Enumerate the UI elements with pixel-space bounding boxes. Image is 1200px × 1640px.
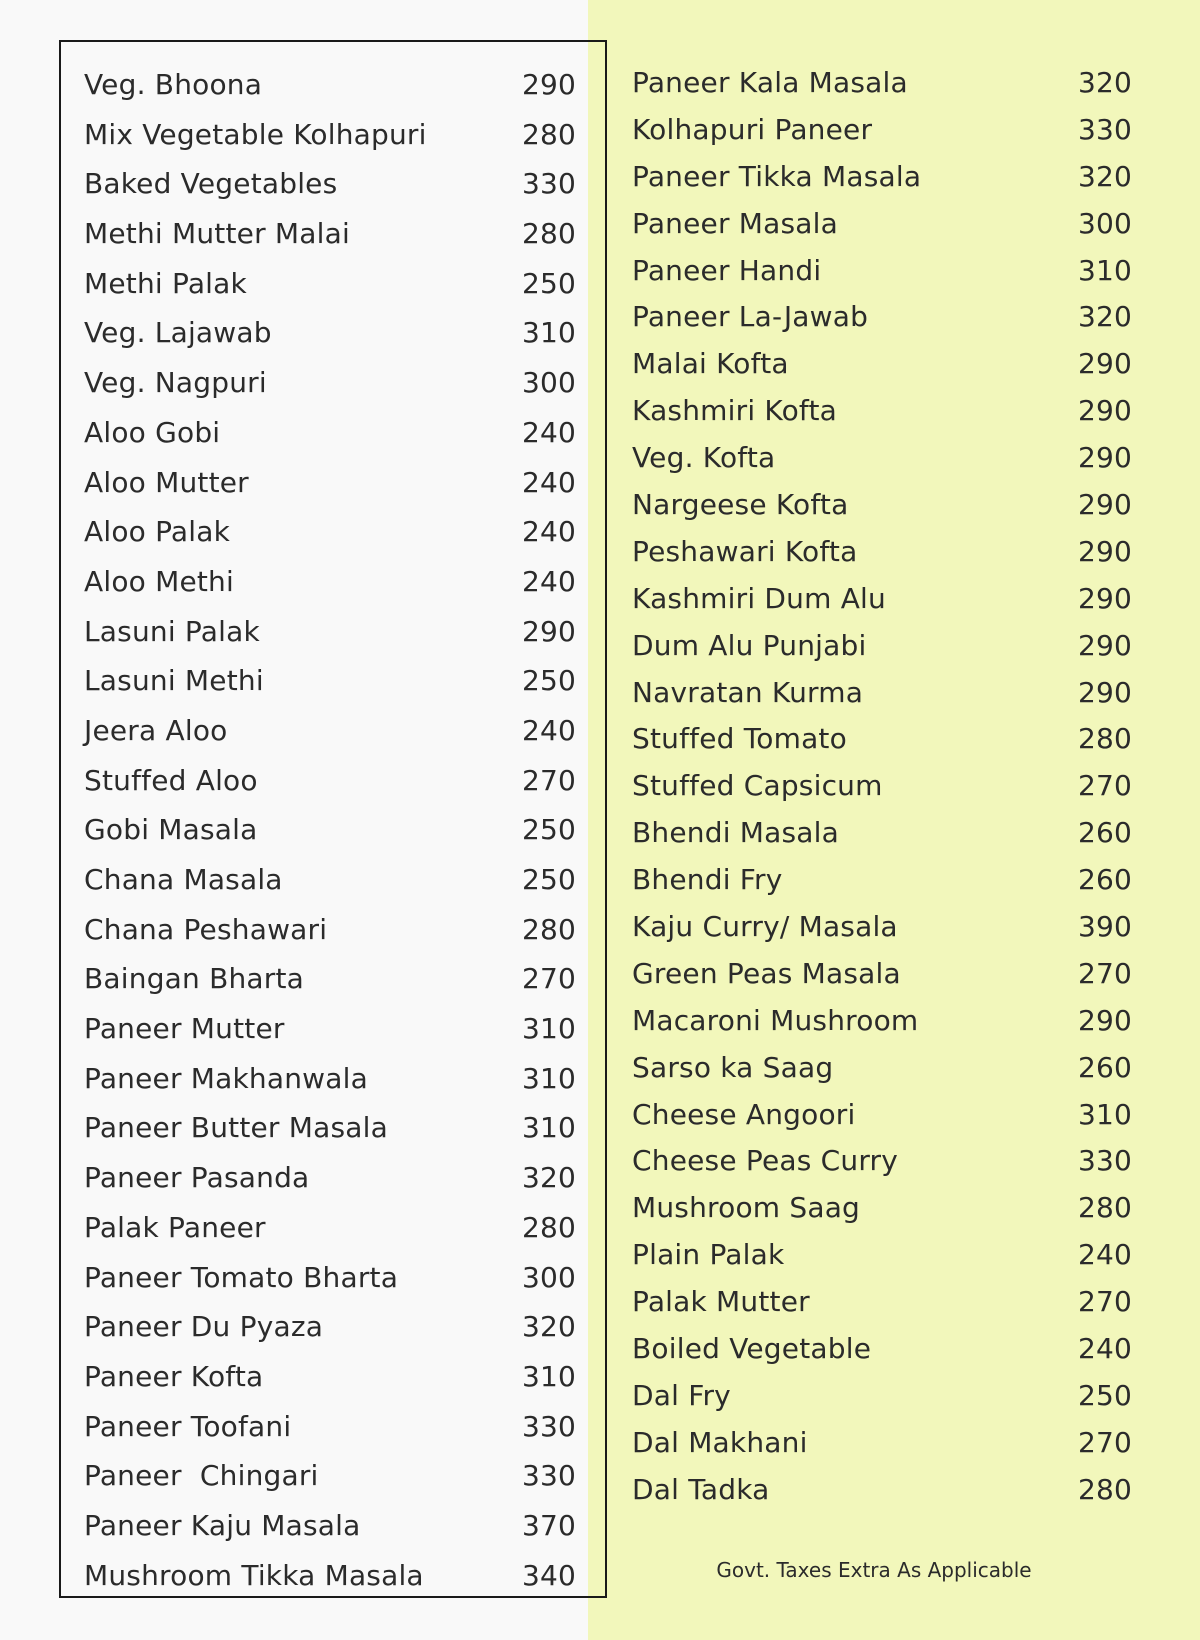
menu-item [632,670,1132,717]
menu-item-price: 290 [1077,394,1132,428]
menu-item [84,1103,576,1153]
menu-item [632,576,1132,623]
menu-item-price: 250 [1077,1378,1132,1412]
menu-item [84,110,576,160]
menu-item-name: Paneer La-Jawab [632,300,869,334]
menu-item [632,1326,1132,1373]
menu-item-name: Mushroom Tikka Masala [84,1558,424,1592]
menu-item-name: Baked Vegetables [84,167,338,201]
menu-item [632,623,1132,670]
menu-item-price: 390 [1077,910,1132,944]
menu-item-price: 250 [521,664,576,698]
menu-item [632,294,1132,341]
menu-item-name: Macaroni Mushroom [632,1003,919,1037]
menu-item [84,805,576,855]
menu-item-name: Palak Mutter [632,1285,810,1319]
menu-item-name: Kolhapuri Paneer [632,112,873,146]
menu-item [632,857,1132,904]
menu-item [84,706,576,756]
menu-item-price: 280 [521,217,576,251]
menu-item-name: Boiled Vegetable [632,1332,872,1366]
menu-item-name: Aloo Methi [84,564,234,598]
menu-item-name: Paneer Butter Masala [84,1111,388,1145]
menu-item-price: 280 [521,1210,576,1244]
menu-item-name: Aloo Gobi [84,415,221,449]
menu-item [84,1253,576,1303]
menu-item [632,1092,1132,1139]
menu-item [632,810,1132,857]
menu-item [84,855,576,905]
menu-item [84,1352,576,1402]
menu-item [632,1232,1132,1279]
menu-item [632,1045,1132,1092]
menu-item-price: 320 [1077,159,1132,193]
menu-item-name: Bhendi Masala [632,816,839,850]
menu-item-price: 290 [1077,628,1132,662]
menu-item-name: Paneer Masala [632,206,838,240]
menu-item [84,1153,576,1203]
menu-item [632,763,1132,810]
menu-item [632,341,1132,388]
menu-item [632,1185,1132,1232]
menu-item-name: Dal Fry [632,1378,731,1412]
menu-item [84,557,576,607]
menu-item-name: Jeera Aloo [84,713,228,747]
menu-item [84,905,576,955]
menu-item [632,482,1132,529]
menu-item-name: Veg. Bhoona [84,68,263,101]
menu-item [632,435,1132,482]
menu-item [84,358,576,408]
menu-item-name: Paneer Kofta [84,1359,264,1393]
menu-item-name: Lasuni Methi [84,664,264,698]
menu-item [84,954,576,1004]
menu-item-price: 280 [1077,1191,1132,1225]
menu-item-price: 260 [1077,1050,1132,1084]
menu-item-price: 340 [521,1558,576,1592]
menu-item [632,248,1132,295]
menu-item-price: 320 [1077,66,1132,99]
menu-item [84,756,576,806]
menu-item [84,1451,576,1501]
menu-item-name: Dal Makhani [632,1425,808,1459]
menu-item [84,507,576,557]
menu-item [84,259,576,309]
menu-item-name: Bhendi Fry [632,863,783,897]
menu-item-name: Nargeese Kofta [632,488,849,522]
menu-item-name: Paneer Toofani [84,1409,292,1443]
menu-item-price: 300 [521,1260,576,1294]
menu-item-price: 320 [521,1161,576,1195]
menu-item [84,1551,576,1601]
menu-item-price: 240 [1077,1332,1132,1366]
menu-item-price: 280 [521,912,576,946]
menu-item-name: Navratan Kurma [632,675,864,709]
menu-item-price: 310 [1077,253,1132,287]
menu-item [84,308,576,358]
menu-item [84,60,576,110]
menu-item [632,904,1132,951]
menu-item-name: Paneer Tikka Masala [632,159,922,193]
menu-item-name: Malai Kofta [632,347,789,381]
menu-item-price: 280 [521,117,576,151]
menu-item-price: 290 [1077,488,1132,522]
menu-item-name: Paneer Mutter [84,1012,285,1046]
menu-item [632,716,1132,763]
menu-item-price: 290 [1077,534,1132,568]
menu-item-price: 330 [1077,1144,1132,1178]
menu-item [632,529,1132,576]
menu-item-name: Aloo Mutter [84,465,249,499]
menu-item [632,998,1132,1045]
menu-item-name: Paneer Chingari [84,1459,319,1493]
menu-item-name: Stuffed Capsicum [632,769,883,803]
menu-item-price: 270 [521,763,576,797]
menu-item-price: 320 [1077,300,1132,334]
menu-item [632,1138,1132,1185]
menu-item [632,60,1132,107]
right-menu-list [632,60,1132,1514]
menu-item-price: 320 [521,1310,576,1344]
menu-item-name: Veg. Kofta [632,441,776,475]
menu-item-name: Veg. Nagpuri [84,366,267,400]
menu-item-name: Paneer Du Pyaza [84,1310,324,1344]
menu-item-price: 310 [521,1359,576,1393]
menu-item-price: 270 [1077,1425,1132,1459]
menu-item [632,107,1132,154]
menu-item-price: 330 [521,167,576,201]
menu-item-price: 330 [521,1409,576,1443]
menu-item-name: Paneer Kaju Masala [84,1508,361,1542]
menu-item-name: Plain Palak [632,1238,785,1272]
menu-item-price: 290 [1077,581,1132,615]
menu-item-name: Methi Palak [84,266,247,300]
menu-item-name: Aloo Palak [84,515,231,549]
menu-item-name: Paneer Pasanda [84,1161,310,1195]
menu-item [84,1203,576,1253]
menu-item-name: Stuffed Aloo [84,763,258,797]
menu-item [84,159,576,209]
menu-item-price: 280 [1077,722,1132,756]
menu-item-name: Cheese Angoori [632,1097,856,1131]
menu-item-price: 310 [1077,1097,1132,1131]
menu-item-price: 300 [521,366,576,400]
menu-item-price: 280 [1077,1472,1132,1506]
menu-item [632,1467,1132,1514]
menu-item [84,408,576,458]
menu-item-name: Kaju Curry/ Masala [632,910,898,944]
menu-item-name: Sarso ka Saag [632,1050,834,1084]
menu-item-name: Stuffed Tomato [632,722,847,756]
menu-item-name: Paneer Tomato Bharta [84,1260,399,1294]
menu-item-price: 250 [521,266,576,300]
menu-item-name: Baingan Bharta [84,962,305,996]
menu-item-price: 290 [521,614,576,648]
menu-item-price: 270 [521,962,576,996]
menu-item-name: Dal Tadka [632,1472,770,1506]
menu-item-price: 310 [521,1012,576,1046]
menu-item-price: 310 [521,1111,576,1145]
menu-item-price: 240 [521,564,576,598]
menu-item-name: Paneer Handi [632,253,822,287]
menu-item-name: Gobi Masala [84,813,258,847]
menu-item-price: 240 [1077,1238,1132,1272]
menu-item [84,458,576,508]
menu-item-price: 270 [1077,956,1132,990]
menu-item [632,951,1132,998]
menu-item [84,1004,576,1054]
left-menu-list [84,60,576,1600]
menu-item-price: 290 [1077,441,1132,475]
menu-item-name: Paneer Makhanwala [84,1061,368,1095]
menu-item [84,656,576,706]
menu-item [84,607,576,657]
menu-item-name: Chana Masala [84,863,283,896]
menu-item-name: Kashmiri Dum Alu [632,581,886,615]
menu-item-name: Paneer Kala Masala [632,66,908,99]
menu-item-price: 290 [1077,675,1132,709]
menu-item [632,154,1132,201]
menu-item [84,1402,576,1452]
menu-item [84,1302,576,1352]
menu-item-name: Mix Vegetable Kolhapuri [84,117,427,151]
menu-item-name: Cheese Peas Curry [632,1144,899,1178]
menu-item-price: 330 [1077,112,1132,146]
menu-item-price: 270 [1077,769,1132,803]
menu-item-price: 310 [521,1061,576,1095]
menu-item [632,201,1132,248]
menu-item-name: Peshawari Kofta [632,534,858,568]
menu-item [632,1279,1132,1326]
menu-item-name: Veg. Lajawab [84,316,272,350]
menu-item-price: 370 [521,1508,576,1542]
menu-item [84,1054,576,1104]
menu-item-price: 290 [521,68,576,101]
menu-item-price: 260 [1077,816,1132,850]
menu-item-price: 270 [1077,1285,1132,1319]
menu-item-price: 240 [521,415,576,449]
menu-item-price: 330 [521,1459,576,1493]
menu-item-name: Lasuni Palak [84,614,260,648]
menu-item-price: 250 [521,863,576,896]
menu-item-name: Kashmiri Kofta [632,394,838,428]
menu-item-price: 300 [1077,206,1132,240]
menu-item [632,1420,1132,1467]
menu-item-price: 240 [521,465,576,499]
menu-item-name: Green Peas Masala [632,956,901,990]
menu-item-name: Palak Paneer [84,1210,266,1244]
menu-item [84,209,576,259]
menu-item-name: Mushroom Saag [632,1191,861,1225]
menu-item-name: Chana Peshawari [84,912,328,946]
menu-item-price: 310 [521,316,576,350]
menu-item [632,388,1132,435]
menu-item-price: 240 [521,515,576,549]
menu-item-price: 290 [1077,1003,1132,1037]
menu-item-name: Dum Alu Punjabi [632,628,867,662]
menu-item-price: 250 [521,813,576,847]
menu-item-price: 290 [1077,347,1132,381]
menu-item [632,1373,1132,1420]
menu-item-name: Methi Mutter Malai [84,217,350,251]
tax-footnote: Govt. Taxes Extra As Applicable [716,1558,1032,1582]
menu-item-price: 260 [1077,863,1132,897]
menu-item [84,1501,576,1551]
menu-item-price: 240 [521,713,576,747]
